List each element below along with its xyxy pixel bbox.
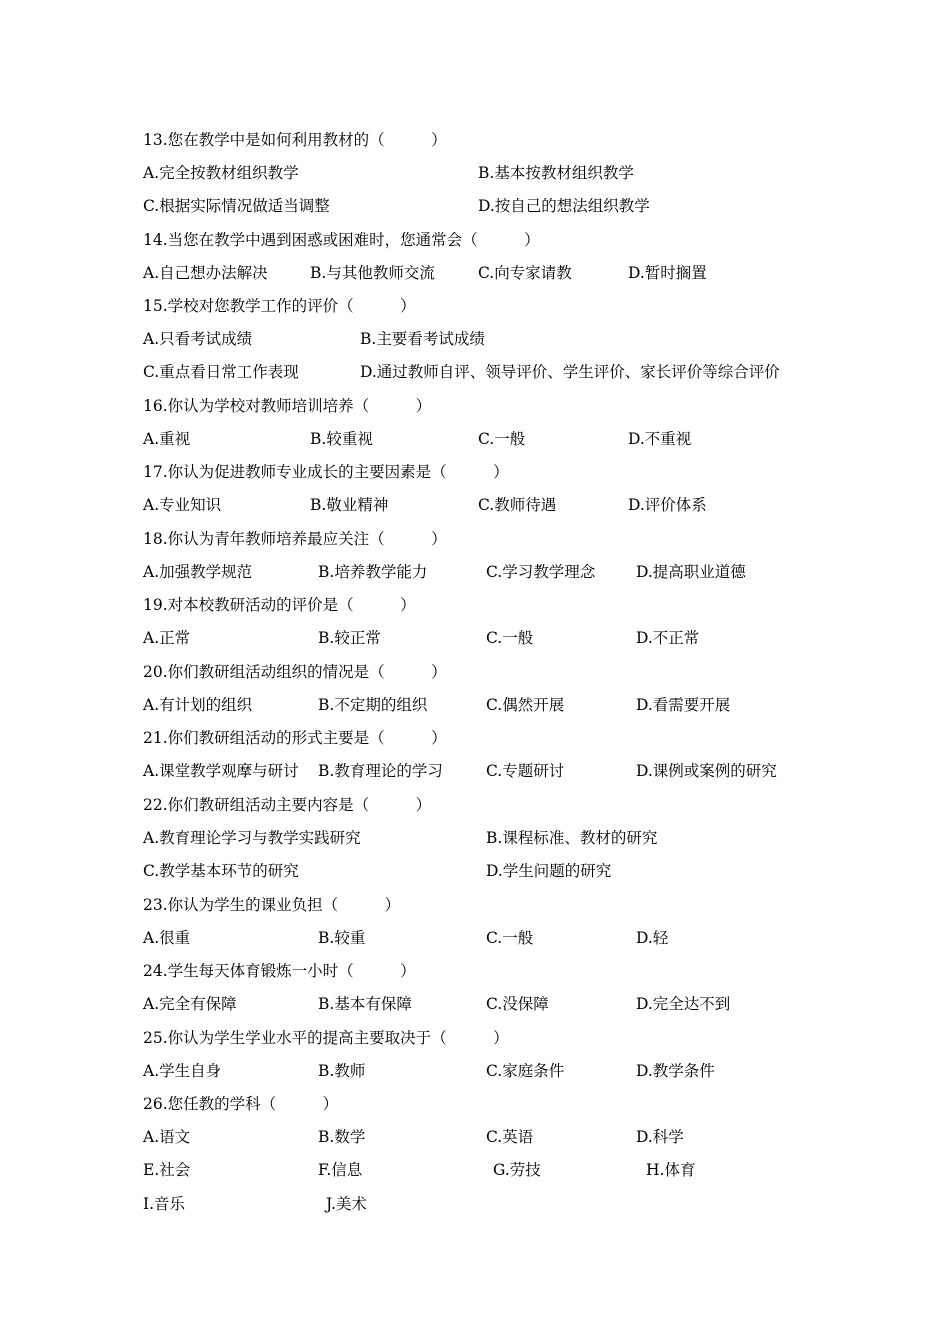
answer-option: A.语文 <box>143 1128 191 1146</box>
answer-option: A.正常 <box>143 629 191 647</box>
answer-option: B.教育理论的学习 <box>318 762 443 780</box>
answer-option: D.学生问题的研究 <box>486 862 612 880</box>
answer-option: B.基本按教材组织教学 <box>478 164 634 182</box>
answer-option: C.向专家请教 <box>478 264 572 282</box>
answer-option: A.加强教学规范 <box>143 563 253 581</box>
answer-option: C.教师待遇 <box>478 496 557 514</box>
question-text: 20.你们教研组活动组织的情况是（ ） <box>143 663 447 681</box>
answer-option: C.专题研讨 <box>486 762 565 780</box>
answer-option: C.一般 <box>478 430 526 448</box>
answer-option: B.与其他教师交流 <box>310 264 435 282</box>
answer-option: B.教师 <box>318 1062 366 1080</box>
question-text: 24.学生每天体育锻炼一小时（ ） <box>143 962 416 980</box>
answer-option: G.劳技 <box>493 1161 541 1179</box>
answer-option: D.看需要开展 <box>636 696 731 714</box>
answer-option: C.重点看日常工作表现 <box>143 363 299 381</box>
answer-option: D.提高职业道德 <box>636 563 746 581</box>
answer-option: D.暂时搁置 <box>628 264 707 282</box>
answer-option: C.英语 <box>486 1128 534 1146</box>
answer-option: A.只看考试成绩 <box>143 330 253 348</box>
answer-option: D.轻 <box>636 929 669 947</box>
answer-option: C.没保障 <box>486 995 549 1013</box>
answer-option: B.主要看考试成绩 <box>360 330 485 348</box>
question-text: 19.对本校教研活动的评价是（ ） <box>143 596 416 614</box>
answer-option: J.美术 <box>326 1195 367 1213</box>
answer-option: D.完全达不到 <box>636 995 731 1013</box>
answer-option: A.完全有保障 <box>143 995 237 1013</box>
answer-option: C.偶然开展 <box>486 696 565 714</box>
answer-option: D.科学 <box>636 1128 684 1146</box>
answer-option: H.体育 <box>646 1161 696 1179</box>
answer-option: D.不正常 <box>636 629 700 647</box>
answer-option: A.完全按教材组织教学 <box>143 164 299 182</box>
answer-option: A.教育理论学习与教学实践研究 <box>143 829 361 847</box>
question-text: 21.你们教研组活动的形式主要是（ ） <box>143 729 447 747</box>
answer-option: D.不重视 <box>628 430 692 448</box>
answer-option: B.敬业精神 <box>310 496 389 514</box>
answer-option: B.培养教学能力 <box>318 563 428 581</box>
answer-option: C.一般 <box>486 629 534 647</box>
answer-option: C.根据实际情况做适当调整 <box>143 197 330 215</box>
answer-option: E.社会 <box>143 1161 191 1179</box>
question-text: 14.当您在教学中遇到困惑或困难时，您通常会（ ） <box>143 231 540 249</box>
answer-option: D.课例或案例的研究 <box>636 762 777 780</box>
answer-option: F.信息 <box>318 1161 363 1179</box>
answer-option: A.课堂教学观摩与研讨 <box>143 762 299 780</box>
answer-option: A.学生自身 <box>143 1062 222 1080</box>
answer-option: A.专业知识 <box>143 496 222 514</box>
answer-option: A.重视 <box>143 430 191 448</box>
answer-option: A.自己想办法解决 <box>143 264 268 282</box>
answer-option: C.教学基本环节的研究 <box>143 862 299 880</box>
answer-option: C.学习教学理念 <box>486 563 596 581</box>
question-text: 18.你认为青年教师培养最应关注（ ） <box>143 530 447 548</box>
answer-option: D.通过教师自评、领导评价、学生评价、家长评价等综合评价 <box>360 363 780 381</box>
question-text: 16.你认为学校对教师培训培养（ ） <box>143 397 432 415</box>
answer-option: B.不定期的组织 <box>318 696 428 714</box>
answer-option: B.课程标准、教材的研究 <box>486 829 658 847</box>
answer-option: D.评价体系 <box>628 496 707 514</box>
answer-option: A.有计划的组织 <box>143 696 253 714</box>
answer-option: A.很重 <box>143 929 191 947</box>
answer-option: D.教学条件 <box>636 1062 715 1080</box>
answer-option: I.音乐 <box>143 1195 186 1213</box>
answer-option: B.数学 <box>318 1128 366 1146</box>
answer-option: B.较正常 <box>318 629 381 647</box>
answer-option: B.较重视 <box>310 430 373 448</box>
question-text: 22.你们教研组活动主要内容是（ ） <box>143 796 432 814</box>
answer-option: C.一般 <box>486 929 534 947</box>
question-text: 17.你认为促进教师专业成长的主要因素是（ ） <box>143 463 509 481</box>
answer-option: D.按自己的想法组织教学 <box>478 197 650 215</box>
question-text: 15.学校对您教学工作的评价（ ） <box>143 297 416 315</box>
answer-option: C.家庭条件 <box>486 1062 565 1080</box>
question-text: 23.你认为学生的课业负担（ ） <box>143 896 401 914</box>
question-text: 25.你认为学生学业水平的提高主要取决于（ ） <box>143 1029 509 1047</box>
answer-option: B.较重 <box>318 929 366 947</box>
answer-option: B.基本有保障 <box>318 995 412 1013</box>
question-text: 26.您任教的学科（ ） <box>143 1095 339 1113</box>
question-text: 13.您在教学中是如何利用教材的（ ） <box>143 131 447 149</box>
